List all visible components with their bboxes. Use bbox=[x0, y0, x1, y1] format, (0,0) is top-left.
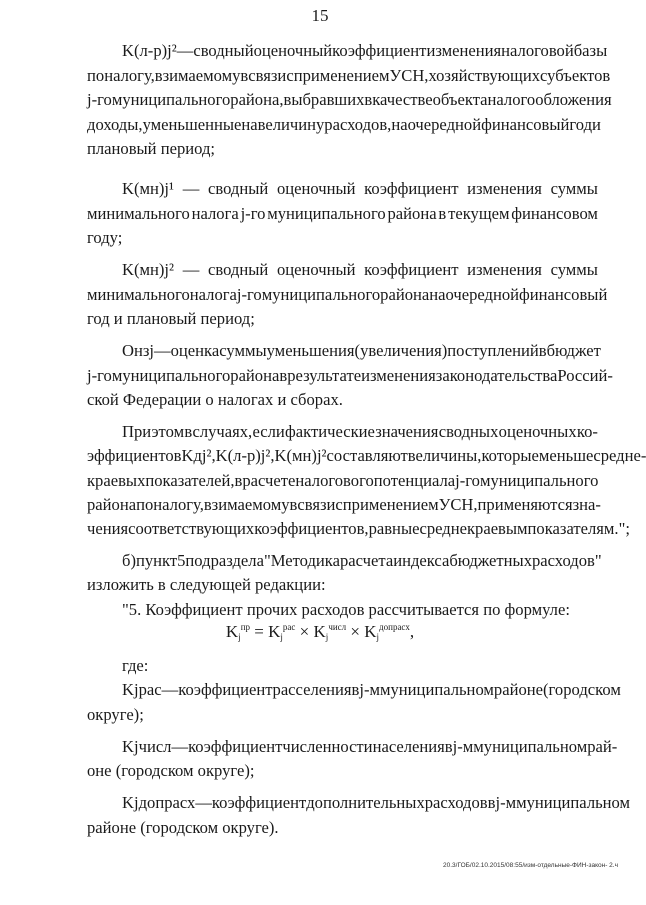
p1-line-5: плановый период; bbox=[87, 139, 216, 158]
p3-line-1: K(мн)j² — сводный оценочный коэффициент изменения суммы bbox=[122, 260, 598, 279]
p8-line-1: где: bbox=[122, 656, 149, 675]
p2-line-1: K(мн)j¹ — сводный оценочный коэффициент изменения суммы bbox=[122, 179, 598, 198]
p4-line-1: Oнзj — оценка суммы уменьшения (увеличения) поступлений в бюджет bbox=[122, 341, 601, 360]
p1-line-2: по налогу, взимаемому в связи с применением УСН, хозяйствующих субъектов bbox=[87, 66, 611, 85]
p1-line-3: j-го муниципального района, выбравших в качестве объекта налогообложения bbox=[87, 90, 612, 109]
p2-line-2: минимального налога j-го муниципального района в текущем финансовом bbox=[87, 204, 598, 223]
p11-line-1: Kjдопрасх — коэффициент дополнительных расходов в j-м муниципальном bbox=[122, 793, 631, 812]
p7-line-1: "5. Коэффициент прочих расходов рассчитывается по формуле: bbox=[122, 600, 570, 619]
p2-line-3: году; bbox=[87, 228, 123, 247]
p1-line-1: K(л-р)j² — сводный оценочный коэффициент изменения налоговой базы bbox=[122, 41, 608, 60]
p3-line-3: год и плановый период; bbox=[87, 309, 255, 328]
p5-line-3: краевых показателей, в расчете налогового потенциала j-го муниципального bbox=[87, 471, 599, 490]
p5-line-5: чения соответствующих коэффициентов, равные среднекраевым показателям."; bbox=[87, 519, 630, 538]
p6-line-1: б) пункт 5 подраздела "Методика расчета индекса бюджетных расходов" bbox=[122, 551, 602, 570]
p9-line-1: Kjрас — коэффициент расселения в j-м муниципальном районе (городском bbox=[122, 680, 621, 699]
p10-line-1: Kjчисл — коэффициент численности населения в j-м муниципальном рай- bbox=[122, 737, 618, 756]
p4-line-2: j-го муниципального района в результате изменения законодательства Россий- bbox=[87, 366, 613, 385]
p6-line-2: изложить в следующей редакции: bbox=[87, 575, 326, 594]
p5-line-2: эффициентов Kдj², K(л-р)j², K(мн)j² составляют величины, которые меньше средне- bbox=[87, 446, 646, 465]
p1-line-4: доходы, уменьшенные на величину расходов, на очередной финансовый год и bbox=[87, 115, 601, 134]
p11-line-2: районе (городском округе). bbox=[87, 818, 279, 837]
p9-line-2: округе); bbox=[87, 705, 144, 724]
p10-line-2: оне (городском округе); bbox=[87, 761, 255, 780]
p4-line-3: ской Федерации о налогах и сборах. bbox=[87, 390, 343, 409]
p3-line-2: минимального налога j-го муниципального района на очередной финансовый bbox=[87, 285, 608, 304]
p5-line-4: района по налогу, взимаемому в связи с применением УСН, применяются зна- bbox=[87, 495, 601, 514]
footer-code: 20.3/ГОБ/02.10.2015/08:55/изм-отдельные-ФИН-закон- 2.ч bbox=[442, 862, 618, 869]
page-number: 15 bbox=[311, 6, 329, 25]
formula: $K_j^{пр} = K_j^{рас} \times K_j^{числ} \times K_j^{допрасх}$, bbox=[225, 622, 415, 642]
p5-line-1: При этом в случаях, если фактические значения сводных оценочных ко- bbox=[122, 422, 598, 441]
